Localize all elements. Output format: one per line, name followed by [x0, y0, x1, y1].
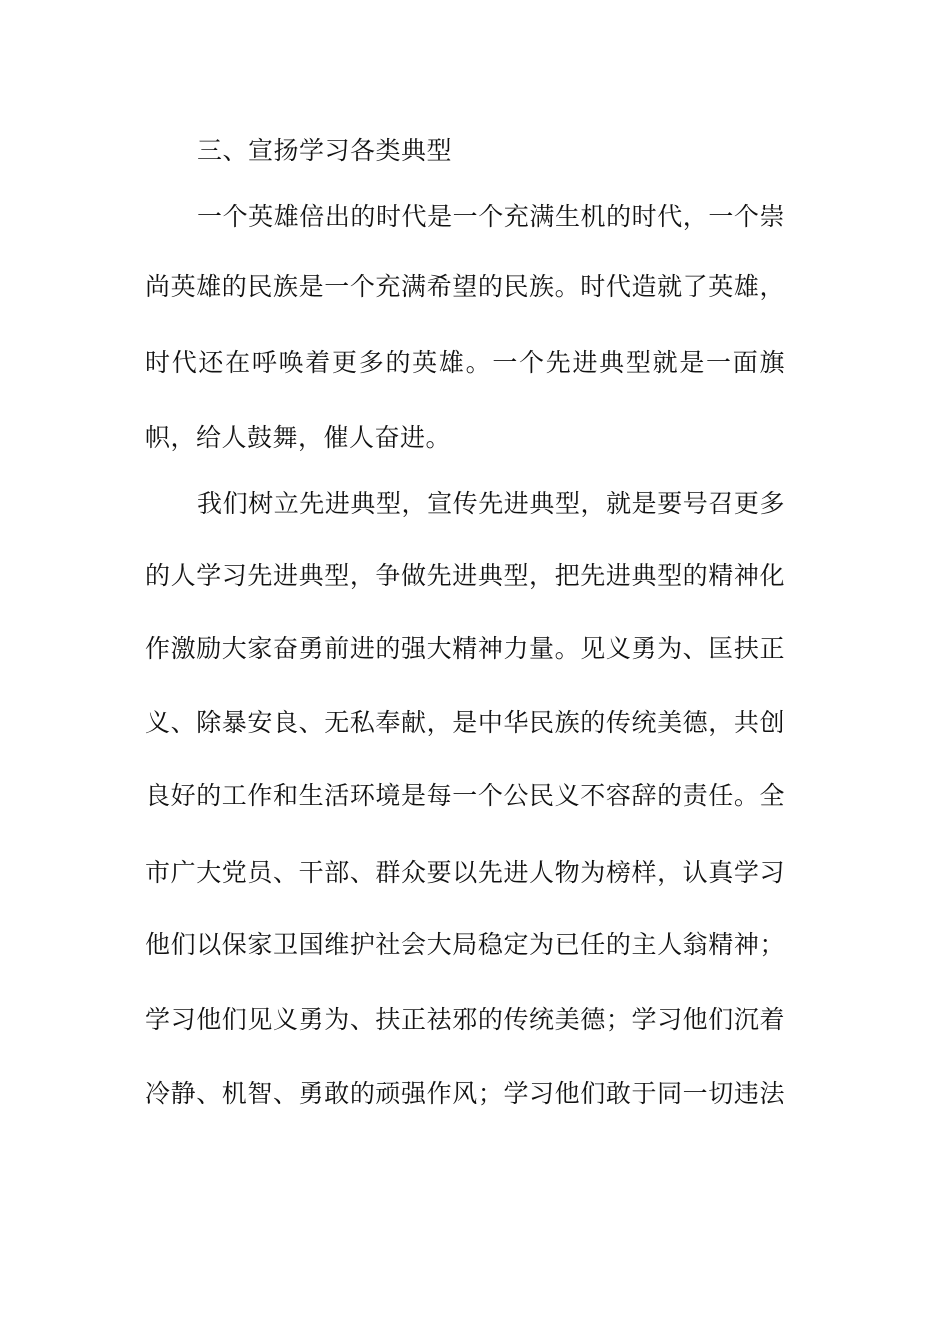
paragraph-line: 学习他们见义勇为、扶正祛邪的传统美德；学习他们沉着: [145, 1005, 785, 1034]
paragraph-line: 尚英雄的民族是一个充满希望的民族。时代造就了英雄，: [145, 272, 785, 301]
paragraph-line: 时代还在呼唤着更多的英雄。一个先进典型就是一面旗: [145, 348, 785, 377]
paragraph-line: 帜，给人鼓舞，催人奋进。: [145, 423, 452, 452]
paragraph-line: 作激励大家奋勇前进的强大精神力量。见义勇为、匡扶正: [145, 634, 785, 663]
paragraph-line: 冷静、机智、勇敢的顽强作风；学习他们敢于同一切违法: [145, 1079, 785, 1108]
paragraph-line: 义、除暴安良、无私奉献，是中华民族的传统美德，共创: [145, 708, 785, 737]
paragraph-line: 的人学习先进典型，争做先进典型，把先进典型的精神化: [145, 561, 785, 590]
section-heading: 三、宣扬学习各类典型: [197, 136, 453, 165]
paragraph-line: 良好的工作和生活环境是每一个公民义不容辞的责任。全: [145, 781, 785, 810]
paragraph-line: 他们以保家卫国维护社会大局稳定为已任的主人翁精神；: [145, 930, 785, 959]
paragraph-line: 一个英雄倍出的时代是一个充满生机的时代，一个崇: [197, 202, 785, 231]
paragraph-line: 市广大党员、干部、群众要以先进人物为榜样，认真学习: [145, 858, 785, 887]
paragraph-line: 我们树立先进典型，宣传先进典型，就是要号召更多: [197, 489, 785, 518]
